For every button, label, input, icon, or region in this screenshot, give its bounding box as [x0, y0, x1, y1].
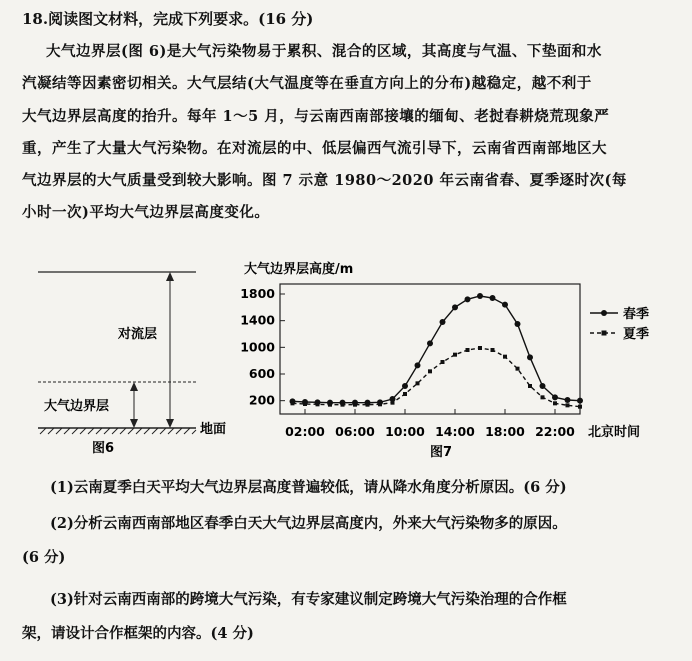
- troposphere-arrow-up-head: [166, 272, 174, 281]
- material-line: 小时一次)平均大气边界层高度变化。: [22, 204, 270, 222]
- summer-data-point: [503, 355, 507, 359]
- spring-data-point: [515, 321, 521, 327]
- legend-summer-marker: [602, 331, 607, 336]
- summer-data-point: [303, 402, 307, 406]
- series-layer: [290, 293, 584, 409]
- figure-7-caption: 图7: [430, 445, 453, 460]
- summer-data-point: [466, 348, 470, 352]
- material-line: 气边界层的大气质量受到较大影响。图 7 示意 1980～2020 年云南省春、夏季逐时次(每: [22, 172, 627, 190]
- y-tick-label: 200: [248, 392, 275, 408]
- y-tick-label: 1000: [240, 339, 275, 355]
- summer-data-point: [291, 401, 295, 405]
- material-line: 大气边界层高度的抬升。每年 1～5 月，与云南西南部接壤的缅甸、老挝春耕烧荒现象严: [22, 107, 610, 125]
- summer-data-point: [453, 353, 457, 357]
- spring-data-point: [427, 340, 433, 346]
- summer-data-point: [378, 402, 382, 406]
- y-tick-label: 1400: [240, 312, 275, 328]
- x-tick-label: 02:00: [285, 424, 325, 439]
- troposphere-arrow-down-head: [166, 419, 174, 428]
- summer-data-point: [553, 401, 557, 405]
- y-axis-title: 大气边界层高度/m: [244, 262, 354, 277]
- summer-data-point: [416, 381, 420, 385]
- summer-data-point: [441, 360, 445, 364]
- summer-data-point: [491, 348, 495, 352]
- summer-data-point: [328, 403, 332, 407]
- subquestion-3-cont: 架，请设计合作框架的内容。(4 分): [22, 625, 254, 642]
- spring-data-point: [527, 354, 533, 360]
- subquestion-2: (2)分析云南西南部地区春季白天大气边界层高度内，外来大气污染物多的原因。: [50, 515, 567, 532]
- boundary-arrow-down-head: [130, 419, 138, 428]
- x-axis-title: 北京时间: [588, 425, 641, 440]
- figure-6-caption: 图6: [92, 441, 115, 456]
- summer-data-point: [353, 403, 357, 407]
- spring-data-point: [502, 302, 508, 308]
- subquestion-3: (3)针对云南西南部的跨境大气污染，有专家建议制定跨境大气污染治理的合作框: [50, 591, 567, 608]
- troposphere-label: 对流层: [118, 327, 158, 342]
- boundary-arrow-up-head: [130, 382, 138, 391]
- legend-spring-marker: [601, 310, 607, 316]
- x-tick-label: 18:00: [485, 424, 525, 439]
- spring-data-point: [477, 293, 483, 299]
- summer-data-point: [566, 403, 570, 407]
- question-heading: 18.阅读图文材料，完成下列要求。(16 分): [22, 10, 314, 28]
- legend-spring-label: 春季: [623, 307, 650, 322]
- material-line: 汽凝结等因素密切相关。大气层结(大气温度等在垂直方向上的分布)越稳定，越不利于: [22, 75, 592, 93]
- y-ticks: [240, 286, 285, 408]
- summer-data-point: [366, 403, 370, 407]
- x-tick-label: 22:00: [535, 424, 575, 439]
- summer-data-point: [528, 384, 532, 388]
- spring-data-point: [440, 319, 446, 325]
- summer-data-point: [391, 401, 395, 405]
- legend-summer-label: 夏季: [623, 327, 650, 342]
- figure-6-diagram: [30, 262, 235, 458]
- ground-hatching: [40, 428, 196, 434]
- summer-data-point: [516, 367, 520, 371]
- question-material: [22, 36, 672, 230]
- summer-data-point: [578, 405, 582, 409]
- x-tick-label: 10:00: [385, 424, 425, 439]
- spring-data-point: [565, 397, 571, 403]
- summer-data-point: [316, 402, 320, 406]
- subquestion-2-score: (6 分): [22, 549, 66, 566]
- spring-data-point: [577, 398, 583, 404]
- summer-series-line: [293, 348, 581, 407]
- spring-data-point: [465, 296, 471, 302]
- spring-data-point: [552, 394, 558, 400]
- spring-series-line: [293, 296, 581, 403]
- summer-data-point: [541, 395, 545, 399]
- material-line: 大气边界层(图 6)是大气污染物易于累积、混合的区域，其高度与气温、下垫面和水: [46, 43, 602, 60]
- x-tick-label: 14:00: [435, 424, 475, 439]
- ground-label: 地面: [200, 422, 227, 437]
- legend: [590, 306, 649, 342]
- figure-7-chart: [232, 255, 672, 465]
- y-tick-label: 1800: [240, 286, 275, 301]
- summer-data-point: [403, 392, 407, 396]
- subquestion-1: (1)云南夏季白天平均大气边界层高度普遍较低，请从降水角度分析原因。(6 分): [50, 479, 567, 496]
- x-tick-label: 06:00: [335, 424, 375, 439]
- boundary-layer-label: 大气边界层: [44, 399, 110, 414]
- spring-data-point: [402, 383, 408, 389]
- plot-frame: [280, 284, 580, 414]
- spring-data-point: [452, 304, 458, 310]
- spring-data-point: [540, 383, 546, 389]
- summer-data-point: [341, 403, 345, 407]
- spring-data-point: [490, 295, 496, 301]
- y-tick-label: 600: [248, 366, 275, 381]
- spring-data-point: [415, 362, 421, 368]
- material-line: 重，产生了大量大气污染物。在对流层的中、低层偏西气流引导下，云南省西南部地区大: [22, 139, 607, 157]
- summer-data-point: [428, 369, 432, 373]
- summer-data-point: [478, 346, 482, 350]
